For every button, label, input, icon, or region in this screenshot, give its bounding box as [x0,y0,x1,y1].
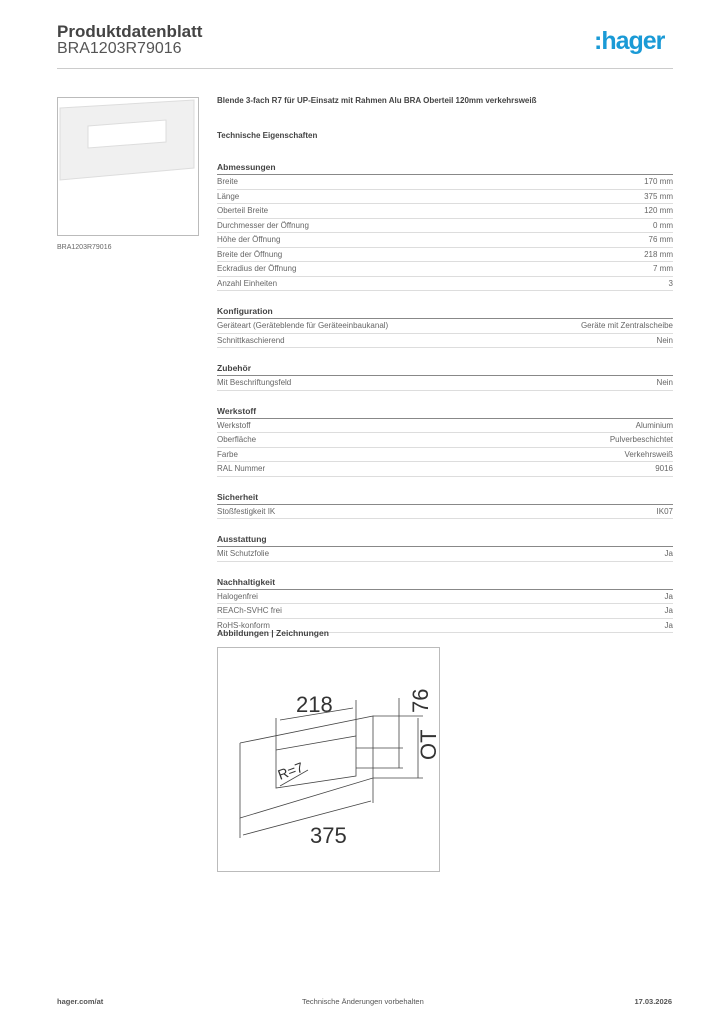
product-code: BRA1203R79016 [57,40,182,57]
section-title: Nachhaltigkeit [217,572,673,590]
section-title: Sicherheit [217,487,673,505]
property-row [217,433,673,448]
property-label: Höhe der Öffnung [217,235,281,244]
footer-note: Technische Änderungen vorbehalten [302,997,424,1006]
property-label: Oberteil Breite [217,206,269,215]
property-label: Schnittkaschierend [217,335,285,345]
property-label: Durchmesser der Öffnung [217,220,309,230]
page-title: Produktdatenblatt [57,22,203,41]
property-label: RAL Nummer [217,464,266,473]
hager-logo: :hager [594,27,665,55]
property-label: Werkstoff [217,420,251,430]
property-row [217,505,673,520]
property-label: Farbe [217,449,238,459]
dim-height: 76 [408,688,433,713]
property-value: Pulverbeschichtet [609,435,673,444]
property-row [217,175,673,190]
tech-title: Technische Eigenschaften [217,131,318,140]
property-value: IK07 [656,506,673,516]
property-row [217,547,673,562]
drawings-title: Abbildungen | Zeichnungen [217,628,329,638]
dim-width: 218 [296,692,333,717]
spacer [217,562,673,572]
property-value: Aluminium [635,420,673,430]
spacer [217,291,673,301]
footer-date: 17.03.2026 [634,997,672,1006]
property-label: Mit Schutzfolie [217,549,270,558]
property-row [217,204,673,219]
section-title: Werkstoff [217,401,673,419]
section-title: Konfiguration [217,301,673,319]
property-value: Ja [664,549,673,558]
property-value: 375 mm [644,191,673,201]
property-label: RoHS-konform [217,620,270,630]
property-value: 3 [668,278,673,288]
property-row [217,262,673,277]
property-value: Verkehrsweiß [624,449,673,459]
property-label: Länge [217,191,240,201]
property-value: 0 mm [653,220,673,230]
property-value: Nein [656,378,673,387]
property-label: Eckradius der Öffnung [217,264,297,273]
property-value: Geräte mit Zentralscheibe [580,321,673,330]
divider [57,68,673,69]
product-image [57,97,199,236]
property-row [217,319,673,334]
property-row [217,334,673,349]
property-value: 76 mm [648,235,673,244]
section-title: Abmessungen [217,157,673,175]
property-value: 120 mm [644,206,673,215]
property-value: Ja [664,606,673,615]
property-value: Ja [664,591,673,601]
section-title: Ausstattung [217,529,673,547]
property-label: Mit Beschriftungsfeld [217,378,292,387]
property-label: Anzahl Einheiten [217,278,278,288]
property-value: 170 mm [644,177,673,186]
property-row [217,190,673,205]
property-label: Stoßfestigkeit IK [217,506,276,516]
property-row [217,590,673,605]
property-value: 7 mm [653,264,673,273]
spacer [217,348,673,358]
property-row [217,277,673,292]
spacer [217,519,673,529]
spacer [217,477,673,487]
section-title: Zubehör [217,358,673,376]
property-value: Nein [656,335,673,345]
property-row [217,376,673,391]
property-row [217,604,673,619]
spacer [217,391,673,401]
footer-website[interactable]: hager.com/at [57,997,104,1006]
property-row [217,233,673,248]
property-label: Halogenfrei [217,591,258,601]
property-label: Breite [217,177,238,186]
property-label: Breite der Öffnung [217,249,283,259]
property-row [217,219,673,234]
property-row [217,248,673,263]
property-value: 218 mm [644,249,673,259]
thumbnail-caption: BRA1203R79016 [57,244,112,251]
product-description: Blende 3-fach R7 für UP-Einsatz mit Rahmen Alu BRA Oberteil 120mm verkehrsweiß [217,96,537,105]
property-value: 9016 [655,464,673,473]
property-row [217,462,673,477]
dim-length: 375 [310,823,347,848]
property-value: Ja [664,620,673,630]
property-row [217,419,673,434]
property-row [217,448,673,463]
dim-radius: R=7 [275,758,306,783]
property-label: REACh-SVHC frei [217,606,282,615]
property-label: Oberfläche [217,435,257,444]
properties [217,96,673,633]
property-label: Geräteart (Geräteblende für Geräteeinbaukanal) [217,321,389,330]
dim-ot: OT [416,729,439,760]
technical-drawing [217,647,440,872]
